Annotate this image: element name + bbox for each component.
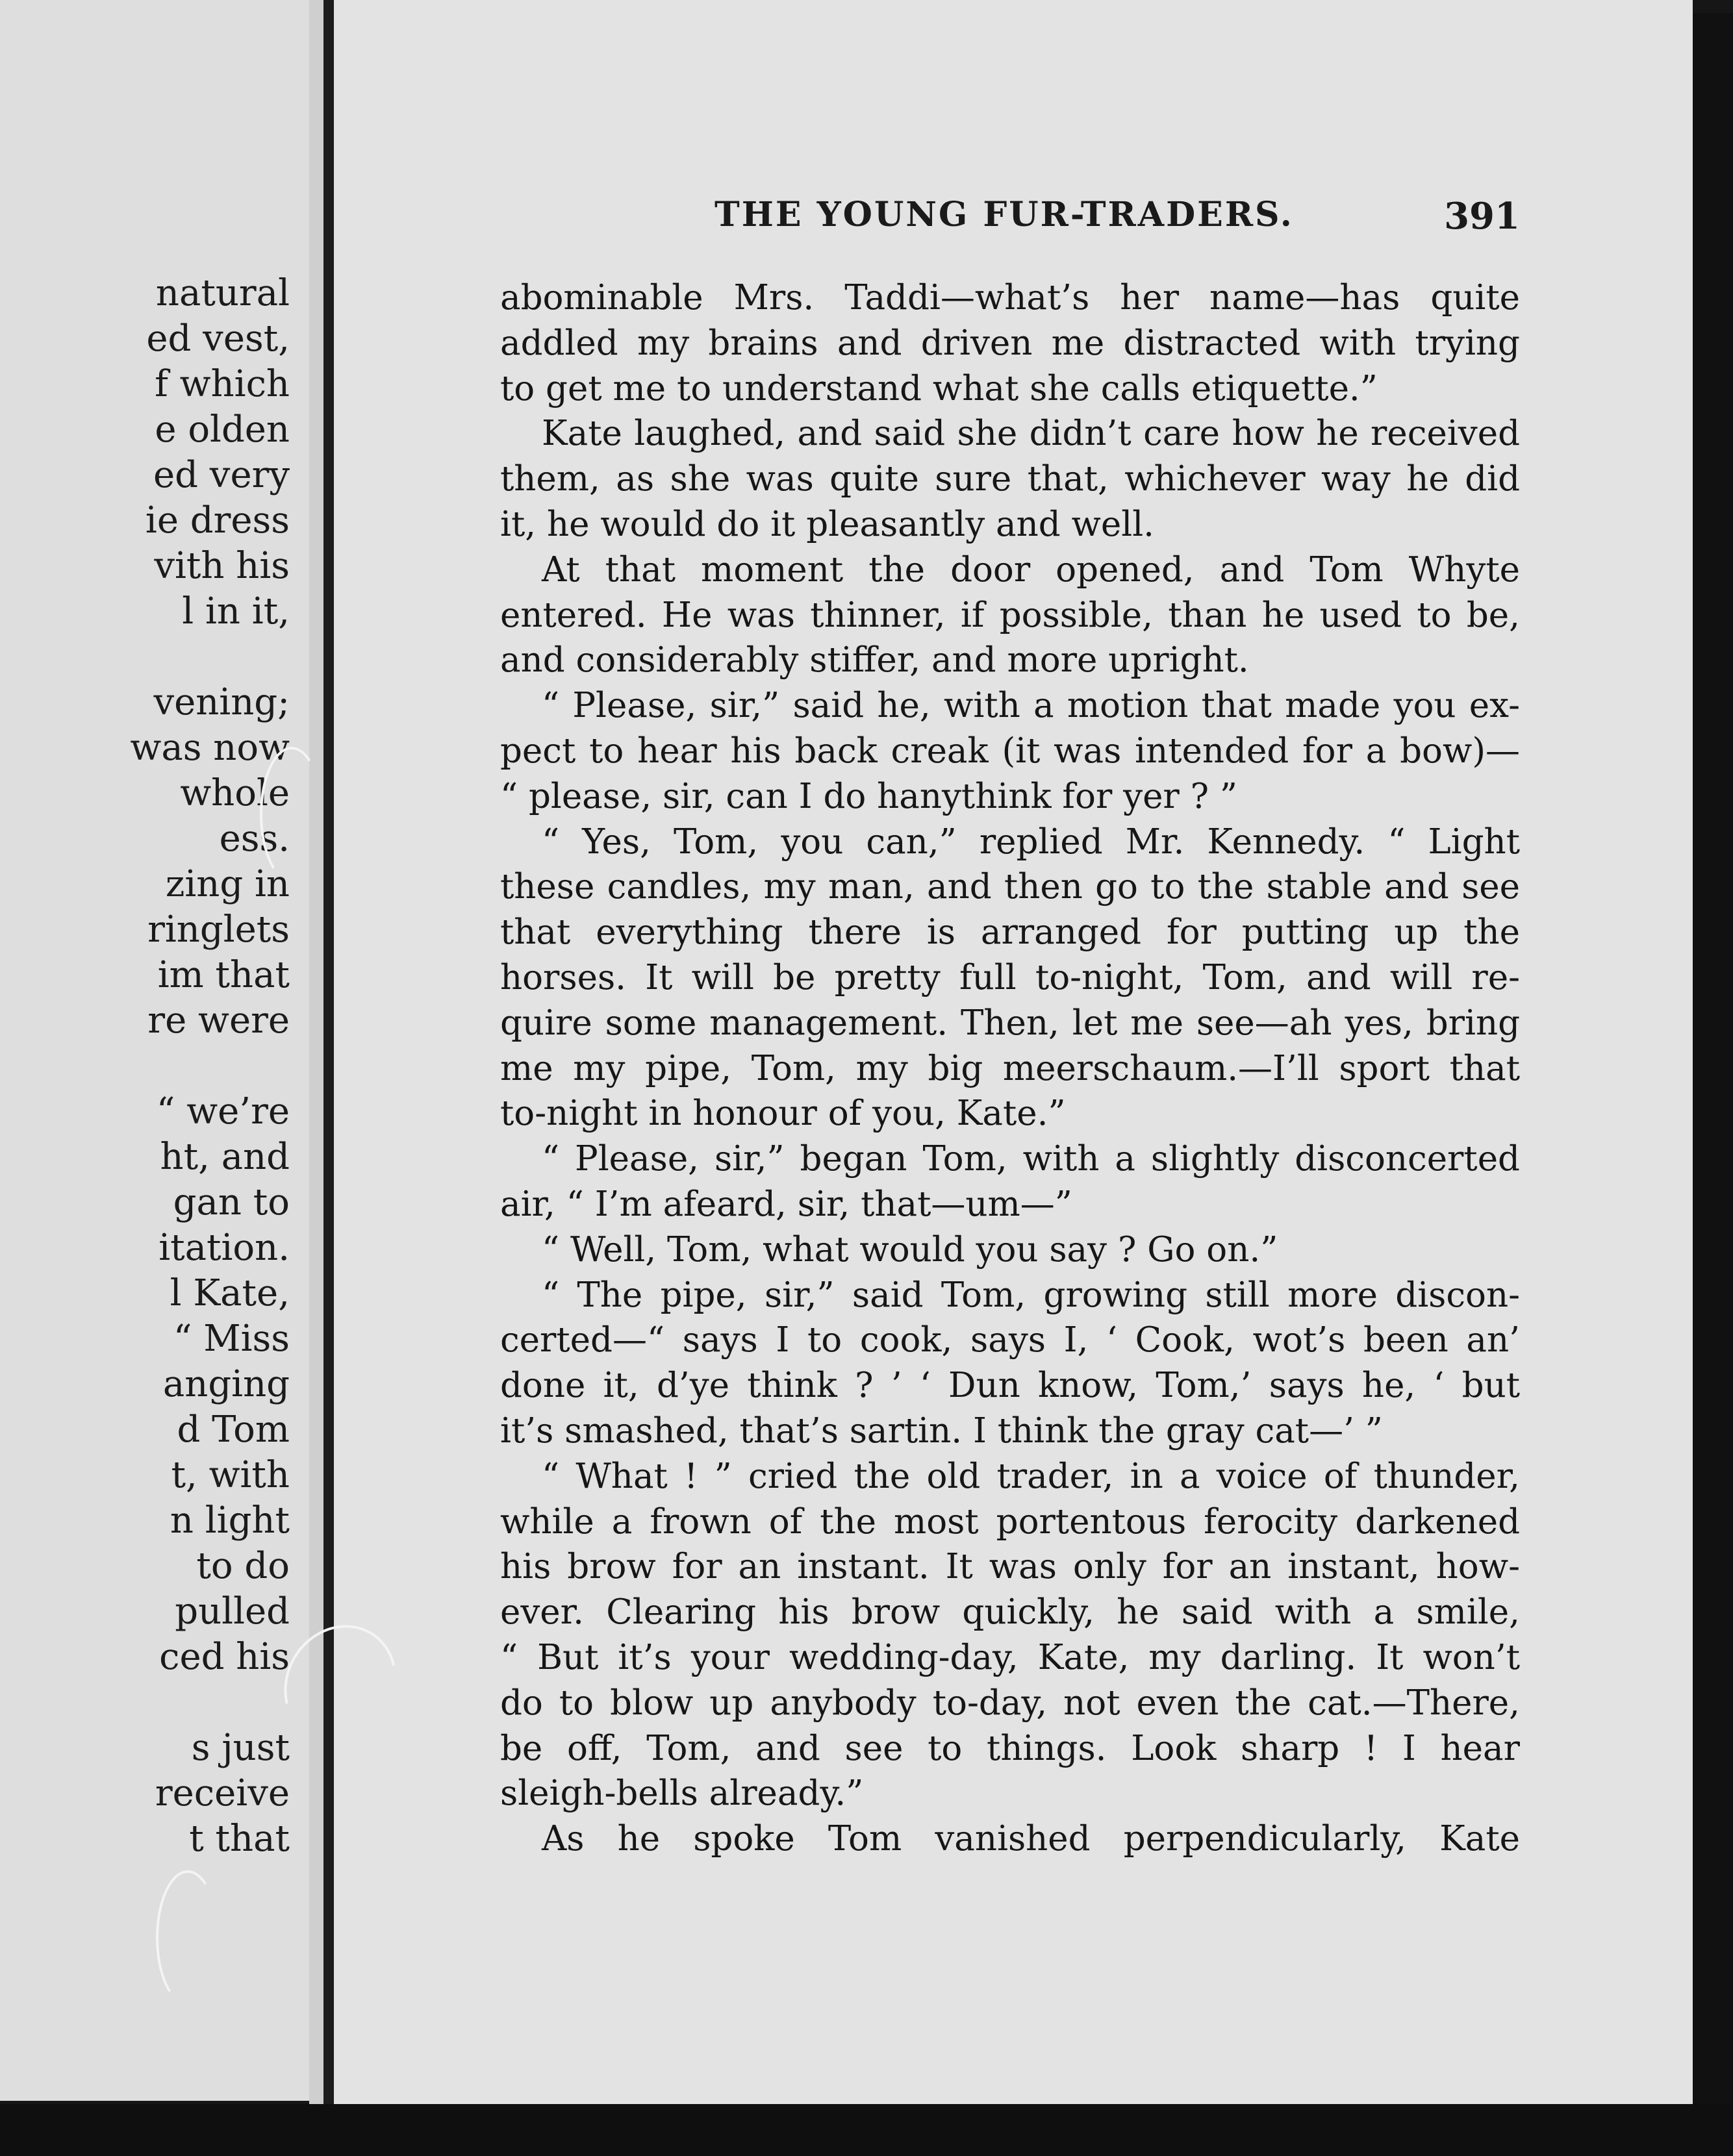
text-line: “ The pipe, sir,” said Tom, growing still more discon- (542, 1275, 1520, 1315)
book-binding (323, 0, 334, 2104)
text-line: his brow for an instant. It was only for an instant, how- (500, 1547, 1520, 1587)
left-text-fragment: re were (147, 999, 290, 1042)
text-line: horses. It will be pretty full to-night, Tom, and will re- (500, 957, 1520, 997)
left-text-fragment: l Kate, (170, 1272, 290, 1314)
left-text-fragment: to do (196, 1545, 290, 1587)
left-text-fragment: ht, and (160, 1136, 290, 1178)
left-text-fragment: was now (130, 727, 290, 769)
left-text-fragment: f which (155, 363, 290, 405)
left-text-fragment: ced his (159, 1636, 290, 1678)
left-text-fragment: vening; (153, 681, 290, 723)
text-line: to get me to understand what she calls etiquette.” (500, 368, 1378, 408)
binding-thread (156, 1870, 220, 2005)
scan-border (0, 2104, 1733, 2156)
text-line: sleigh-bells already.” (500, 1774, 864, 1814)
text-line: while a frown of the most portentous ferocity darkened (500, 1501, 1520, 1542)
left-text-fragment: whole (180, 772, 290, 814)
left-text-fragment: “ Miss (173, 1318, 290, 1360)
text-line: abominable Mrs. Taddi—what’s her name—has quite (500, 278, 1520, 318)
left-text-fragment: l in it, (182, 590, 290, 633)
left-text-fragment: “ we’re (156, 1090, 290, 1133)
text-line: be off, Tom, and see to things. Look sharp ! I hear (500, 1728, 1520, 1768)
text-line: quire some management. Then, let me see—ah yes, bring (500, 1003, 1520, 1043)
text-line: done it, d’ye think ? ’ ‘ Dun know, Tom,’ says he, ‘ but (500, 1366, 1520, 1406)
text-line: “ But it’s your wedding-day, Kate, my darling. It won’t (500, 1637, 1520, 1677)
binding-thread (260, 747, 323, 882)
text-line: At that moment the door opened, and Tom Whyte (542, 549, 1520, 590)
left-text-fragment: n light (170, 1499, 290, 1542)
text-line: pect to hear his back creak (it was intended for a bow)— (500, 731, 1520, 771)
scan-border (1693, 13, 1733, 2156)
text-line: “ What ! ” cried the old trader, in a voice of thunder, (542, 1456, 1520, 1496)
left-text-fragment: ed very (153, 454, 290, 496)
text-line: it’s smashed, that’s sartin. I think the gray cat—’ ” (500, 1410, 1383, 1451)
left-text-fragment: natural (155, 272, 290, 314)
left-text-fragment: ed vest, (146, 318, 290, 360)
text-line: do to blow up anybody to-day, not even the cat.—There, (500, 1683, 1520, 1723)
left-text-fragment: t, with (171, 1454, 290, 1496)
text-line: “ please, sir, can I do hanythink for yer ? ” (500, 776, 1237, 816)
text-line: it, he would do it pleasantly and well. (500, 504, 1154, 544)
text-line: them, as she was quite sure that, whichever way he did (500, 459, 1520, 499)
left-text-fragment: im that (157, 954, 290, 996)
left-text-fragment: vith his (154, 545, 290, 587)
left-text-fragment: ess. (219, 818, 290, 860)
text-line: ever. Clearing his brow quickly, he said with a smile, (500, 1592, 1520, 1633)
left-text-fragment: ringlets (147, 909, 290, 951)
left-text-fragment: pulled (175, 1590, 290, 1633)
left-text-fragment: itation. (158, 1227, 290, 1269)
text-line: As he spoke Tom vanished perpendicularly, Kate (542, 1819, 1520, 1859)
text-line: these candles, my man, and then go to the stable and see (500, 867, 1520, 907)
left-text-fragment: t that (189, 1818, 290, 1860)
left-page (0, 0, 309, 2101)
text-line: air, “ I’m afeard, sir, that—um—” (500, 1184, 1072, 1224)
left-text-fragment: e olden (155, 408, 290, 451)
text-line: and considerably stiffer, and more upright. (500, 640, 1249, 681)
text-line: certed—“ says I to cook, says I, ‘ Cook, wot’s been an’ (500, 1320, 1520, 1360)
body-text (500, 275, 1520, 1862)
text-line: “ Please, sir,” began Tom, with a slightly disconcerted (542, 1139, 1520, 1179)
left-text-fragment: d Tom (177, 1409, 290, 1451)
text-line: entered. He was thinner, if possible, than he used to be, (500, 595, 1520, 635)
text-line: that everything there is arranged for putting up the (500, 912, 1520, 953)
left-text-fragment: s just (191, 1727, 290, 1769)
text-line: Kate laughed, and said she didn’t care how he received (542, 414, 1520, 454)
left-text-fragment: gan to (173, 1181, 290, 1223)
text-line: to-night in honour of you, Kate.” (500, 1094, 1066, 1134)
left-text-fragment: receive (155, 1772, 290, 1814)
running-head: THE YOUNG FUR-TRADERS. (715, 195, 1294, 234)
text-line: me my pipe, Tom, my big meerschaum.—I’ll sport that (500, 1048, 1520, 1088)
text-line: “ Well, Tom, what would you say ? Go on.” (542, 1229, 1278, 1270)
text-line: “ Please, sir,” said he, with a motion that made you ex- (542, 686, 1520, 726)
left-text-fragment: anging (162, 1363, 290, 1405)
text-line: “ Yes, Tom, you can,” replied Mr. Kennedy. “ Light (542, 821, 1520, 862)
binding-gutter (309, 0, 323, 2104)
left-text-fragment: zing in (165, 863, 290, 905)
page-number: 391 (1444, 195, 1520, 238)
page-header (715, 195, 1520, 247)
left-text-fragment: ie dress (145, 499, 290, 542)
text-line: addled my brains and driven me distracted with trying (500, 323, 1520, 363)
